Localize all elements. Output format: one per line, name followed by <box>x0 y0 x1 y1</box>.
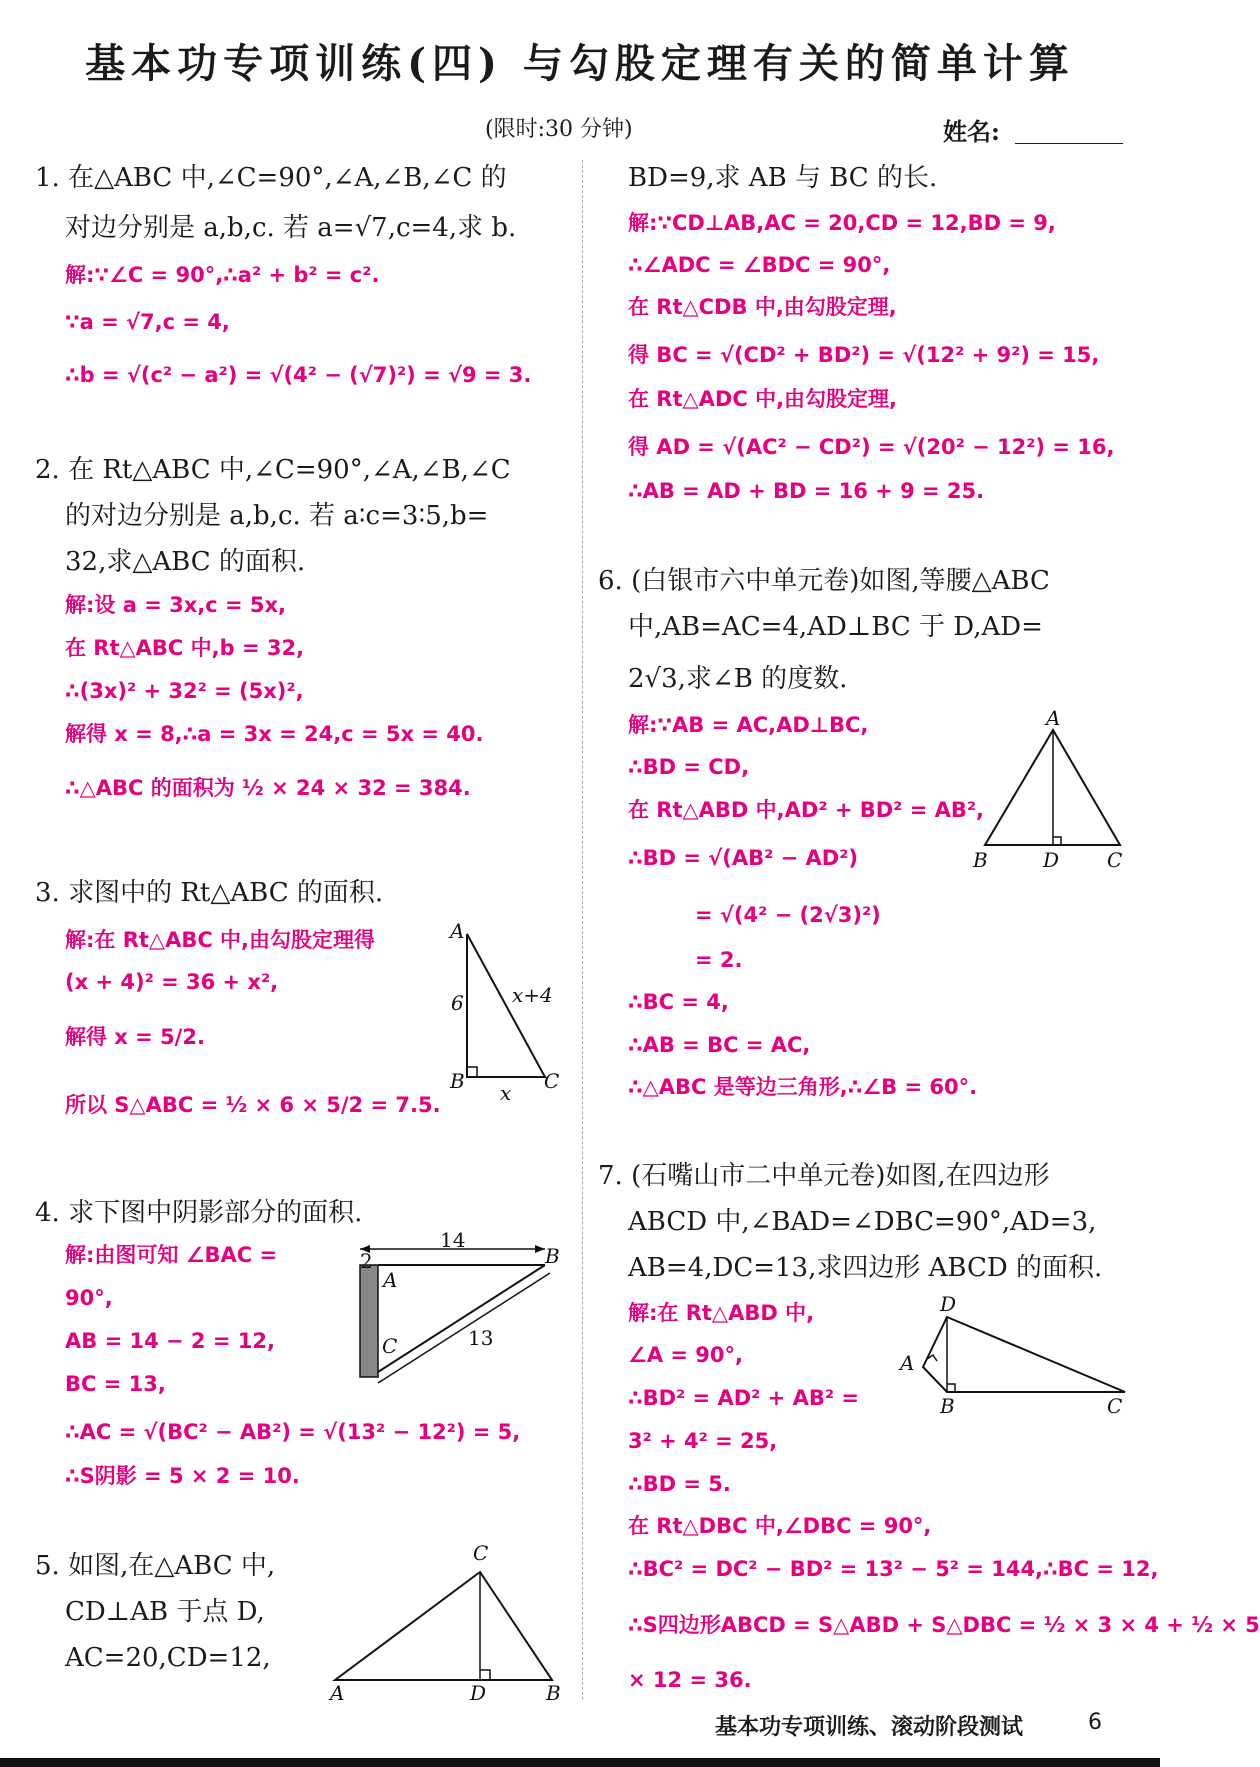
q3-label-b: B <box>450 1069 465 1093</box>
name-field[interactable] <box>1015 143 1123 144</box>
q1-line-2: 对边分别是 a,b,c. 若 a=√7,c=4,求 b. <box>65 213 517 243</box>
q3-label-x: x <box>500 1081 512 1105</box>
q5-line-1: 5. 如图,在△ABC 中, <box>35 1551 276 1581</box>
q4-sol-5: ∴AC = √(BC² − AB²) = √(13² − 12²) = 5, <box>65 1420 521 1444</box>
q7-sol-4: 3² + 4² = 25, <box>628 1429 778 1453</box>
q5-line-4: BD=9,求 AB 与 BC 的长. <box>628 163 938 193</box>
q6-label-d: D <box>1043 848 1060 872</box>
q6-sol-5: = √(4² − (2√3)²) <box>695 903 881 927</box>
q6-figure <box>965 705 1135 875</box>
q3-sol-1: 解:在 Rt△ABC 中,由勾股定理得 <box>65 928 376 952</box>
q7-label-c: C <box>1107 1394 1123 1418</box>
q5-sol-6: 得 AD = √(AC² − CD²) = √(20² − 12²) = 16, <box>628 435 1115 459</box>
footer-text: 基本功专项训练、滚动阶段测试 <box>715 1715 1024 1740</box>
q7-line-1: 7. (石嘴山市二中单元卷)如图,在四边形 <box>598 1161 1050 1191</box>
q4-label-a: A <box>383 1268 398 1292</box>
q6-line-1: 6. (白银市六中单元卷)如图,等腰△ABC <box>598 566 1050 596</box>
q6-sol-4: ∴BD = √(AB² − AD²) <box>628 846 859 870</box>
q4-sol-3: AB = 14 − 2 = 12, <box>65 1329 275 1353</box>
q5-sol-1: 解:∵CD⊥AB,AC = 20,CD = 12,BD = 9, <box>628 211 1056 235</box>
q4-line-1: 4. 求下图中阴影部分的面积. <box>35 1198 363 1228</box>
page-number: 6 <box>1088 1710 1102 1735</box>
q5-label-a: A <box>330 1681 345 1705</box>
q2-sol-2: 在 Rt△ABC 中,b = 32, <box>65 636 305 660</box>
q3-sol-3: 解得 x = 5/2. <box>65 1025 205 1049</box>
q7-line-3: AB=4,DC=13,求四边形 ABCD 的面积. <box>628 1253 1103 1283</box>
q4-sol-6: ∴S阴影 = 5 × 2 = 10. <box>65 1464 300 1488</box>
q4-label-b: B <box>545 1244 560 1268</box>
q5-line-2: CD⊥AB 于点 D, <box>65 1597 265 1627</box>
q6-sol-9: ∴△ABC 是等边三角形,∴∠B = 60°. <box>628 1075 978 1099</box>
q5-sol-2: ∴∠ADC = ∠BDC = 90°, <box>628 253 891 277</box>
q4-sol-2: 90°, <box>65 1286 113 1310</box>
name-label: 姓名: <box>943 117 1000 146</box>
q7-sol-9: × 12 = 36. <box>628 1668 752 1692</box>
q5-sol-7: ∴AB = AD + BD = 16 + 9 = 25. <box>628 479 985 503</box>
q6-label-b: B <box>973 848 988 872</box>
q5-label-b: B <box>546 1681 561 1705</box>
q6-sol-1: 解:∵AB = AC,AD⊥BC, <box>628 713 869 737</box>
q1-sol-1: 解:∵∠C = 90°,∴a² + b² = c². <box>65 263 380 287</box>
q7-sol-1: 解:在 Rt△ABD 中, <box>628 1301 815 1325</box>
q6-line-2: 中,AB=AC=4,AD⊥BC 于 D,AD= <box>628 612 1043 642</box>
q7-label-b: B <box>940 1394 955 1418</box>
q5-label-c: C <box>473 1541 489 1565</box>
q7-sol-5: ∴BD = 5. <box>628 1472 731 1496</box>
q6-sol-8: ∴AB = BC = AC, <box>628 1033 811 1057</box>
q6-label-c: C <box>1107 848 1123 872</box>
q5-figure <box>320 1540 570 1705</box>
q3-line-1: 3. 求图中的 Rt△ABC 的面积. <box>35 878 384 908</box>
q6-sol-7: ∴BC = 4, <box>628 990 729 1014</box>
q7-line-2: ABCD 中,∠BAD=∠DBC=90°,AD=3, <box>628 1207 1097 1237</box>
q2-line-1: 2. 在 Rt△ABC 中,∠C=90°,∠A,∠B,∠C <box>35 455 511 485</box>
q4-figure <box>340 1228 570 1395</box>
q4-label-13: 13 <box>468 1326 494 1350</box>
q2-sol-3: ∴(3x)² + 32² = (5x)², <box>65 679 304 703</box>
q7-sol-8: ∴S四边形ABCD = S△ABD + S△DBC = ½ × 3 × 4 + ½ × 5 <box>628 1613 1260 1637</box>
q5-sol-4: 得 BC = √(CD² + BD²) = √(12² + 9²) = 15, <box>628 343 1100 367</box>
q5-sol-3: 在 Rt△CDB 中,由勾股定理, <box>628 295 897 319</box>
q6-sol-3: 在 Rt△ABD 中,AD² + BD² = AB², <box>628 798 985 822</box>
q6-sol-2: ∴BD = CD, <box>628 755 750 779</box>
q5-line-3: AC=20,CD=12, <box>65 1643 271 1673</box>
q7-sol-7: ∴BC² = DC² − BD² = 13² − 5² = 144,∴BC = 12, <box>628 1557 1159 1581</box>
q6-line-3: 2√3,求∠B 的度数. <box>628 664 848 694</box>
q4-sol-4: BC = 13, <box>65 1372 166 1396</box>
q5-sol-5: 在 Rt△ADC 中,由勾股定理, <box>628 387 898 411</box>
q2-line-3: 32,求△ABC 的面积. <box>65 547 306 577</box>
q5-label-d: D <box>470 1681 487 1705</box>
q6-label-a: A <box>1046 706 1061 730</box>
q3-sol-2: (x + 4)² = 36 + x², <box>65 970 279 994</box>
q4-label-2: 2 <box>360 1249 373 1273</box>
q2-sol-1: 解:设 a = 3x,c = 5x, <box>65 593 287 617</box>
time-limit: (限时:30 分钟) <box>485 117 633 142</box>
q4-label-c: C <box>382 1334 398 1358</box>
q6-sol-6: = 2. <box>695 948 743 972</box>
q7-sol-2: ∠A = 90°, <box>628 1343 743 1367</box>
q7-label-a: A <box>900 1351 915 1375</box>
q3-label-a: A <box>450 919 465 943</box>
q3-figure <box>440 919 570 1105</box>
q2-line-2: 的对边分别是 a,b,c. 若 a∶c=3∶5,b= <box>65 501 489 531</box>
q7-sol-3: ∴BD² = AD² + AB² = <box>628 1386 859 1410</box>
q7-figure <box>895 1292 1135 1420</box>
page-title: 基本功专项训练(四) 与勾股定理有关的简单计算 <box>85 40 1075 87</box>
q4-sol-1: 解:由图可知 ∠BAC = <box>65 1243 278 1267</box>
q3-label-c: C <box>544 1069 560 1093</box>
q3-sol-4: 所以 S△ABC = ½ × 6 × 5/2 = 7.5. <box>65 1093 441 1117</box>
q7-label-d: D <box>940 1292 957 1316</box>
q2-sol-5: ∴△ABC 的面积为 ½ × 24 × 32 = 384. <box>65 776 471 800</box>
bottom-bar <box>0 1758 1160 1767</box>
column-divider <box>582 160 583 1700</box>
q3-label-hyp: x+4 <box>512 983 553 1007</box>
q1-sol-3: ∴b = √(c² − a²) = √(4² − (√7)²) = √9 = 3. <box>65 363 532 387</box>
q7-sol-6: 在 Rt△DBC 中,∠DBC = 90°, <box>628 1514 932 1538</box>
q1-line-1: 1. 在△ABC 中,∠C=90°,∠A,∠B,∠C 的 <box>35 163 507 193</box>
q4-label-14: 14 <box>440 1228 466 1252</box>
q2-sol-4: 解得 x = 8,∴a = 3x = 24,c = 5x = 40. <box>65 722 484 746</box>
q1-sol-2: ∵a = √7,c = 4, <box>65 310 230 334</box>
q3-label-6: 6 <box>451 991 464 1015</box>
